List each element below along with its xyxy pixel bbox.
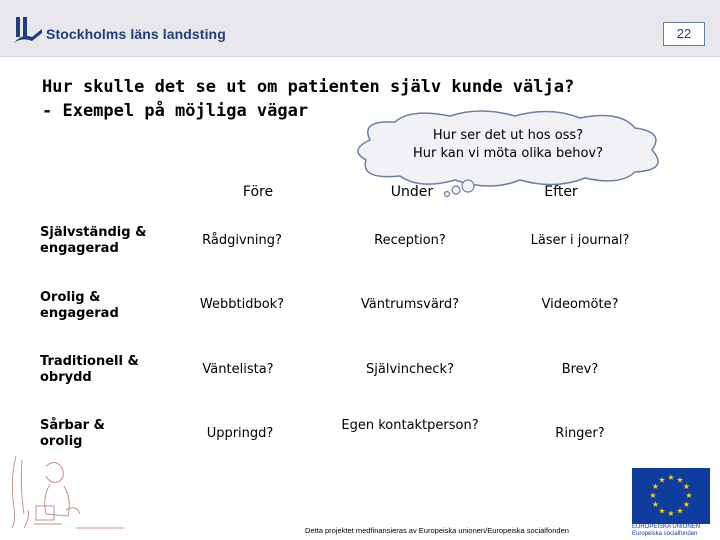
cell-3-fore: Väntelista? [202, 362, 274, 377]
row-label-4 [40, 418, 170, 450]
cell-2-fore: Webbtidbok? [199, 297, 285, 312]
column-header-efter: Efter [544, 184, 578, 200]
cell-4-under: Egen kontaktperson? [341, 418, 479, 433]
svg-text:★: ★ [676, 506, 684, 516]
column-header-under: Under [390, 184, 434, 200]
column-header-fore: Före [242, 184, 274, 200]
cell-2-efter: Videomöte? [541, 297, 619, 312]
row-label-1-line1: Självständig & [40, 225, 147, 240]
funding-note: Detta projektet medfinansieras av Europeiska unionen/Europeiska socialfonden [305, 526, 569, 535]
thought-bubble-text [378, 127, 638, 163]
row-label-2-line2: engagerad [40, 306, 119, 321]
cell-2-under: Väntrumsvärd? [360, 297, 460, 312]
cell-1-efter: Läser i journal? [530, 233, 630, 248]
header-bar [0, 0, 720, 57]
eu-flag-icon [632, 468, 710, 524]
sll-logo-icon [14, 17, 42, 43]
svg-text:★: ★ [685, 491, 693, 500]
svg-text:★: ★ [651, 482, 660, 491]
svg-text:★: ★ [682, 500, 691, 509]
svg-text:★: ★ [651, 500, 660, 509]
row-label-1-line2: engagerad [40, 241, 119, 256]
eu-label [632, 524, 700, 538]
row-label-2 [40, 290, 170, 322]
org-name: Stockholms läns landsting [46, 26, 226, 42]
svg-text:★: ★ [682, 482, 691, 491]
title-line-2: - Exempel på möjliga vägar [42, 101, 309, 121]
cell-4-efter: Ringer? [555, 426, 605, 441]
svg-text:★: ★ [667, 473, 675, 482]
thought-line-1: Hur ser det ut hos oss? [432, 128, 584, 143]
row-label-3 [40, 354, 170, 386]
row-label-4-line2: orolig [40, 434, 83, 449]
thought-line-2: Hur kan vi möta olika behov? [413, 146, 603, 161]
cell-1-under: Reception? [374, 233, 446, 248]
cell-3-efter: Brev? [561, 362, 599, 377]
svg-text:★: ★ [667, 509, 675, 518]
svg-text:★: ★ [649, 491, 657, 500]
eu-label-line2: Europeiska socialfonden [632, 531, 698, 537]
eu-label-line1: EUROPEISKA UNIONEN [632, 524, 701, 530]
page-number: 22 [663, 22, 705, 46]
svg-text:★: ★ [676, 475, 684, 485]
cell-1-fore: Rådgivning? [202, 233, 282, 248]
row-label-3-line2: obrydd [40, 370, 92, 385]
row-label-4-line1: Sårbar & [40, 418, 105, 433]
decorative-sketch-illustration [6, 448, 126, 534]
row-label-2-line1: Orolig & [40, 290, 101, 305]
row-label-3-line1: Traditionell & [40, 354, 139, 369]
cell-4-fore: Uppringd? [206, 426, 274, 441]
row-label-1 [40, 225, 170, 257]
svg-text:★: ★ [658, 506, 666, 516]
title-line-1: Hur skulle det se ut om patienten själv kunde välja? [42, 77, 575, 97]
svg-text:★: ★ [658, 475, 666, 485]
cell-3-under: Självincheck? [366, 362, 454, 377]
